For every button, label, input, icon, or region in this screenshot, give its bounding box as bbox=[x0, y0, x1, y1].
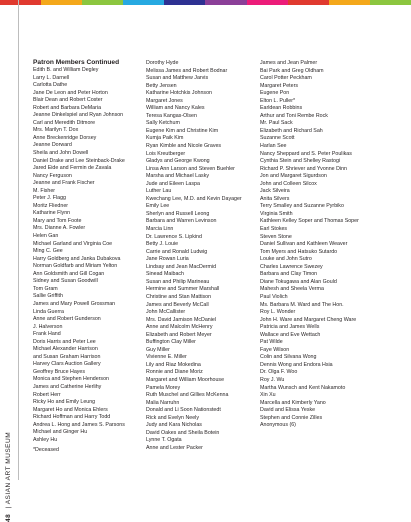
section-heading: Patron Members Continued bbox=[33, 58, 120, 66]
member-name: Kwechang Lee, M.D. and Kevin Dayager bbox=[146, 195, 242, 202]
member-name: Marsha and Michael Lasky bbox=[146, 173, 210, 180]
stripe-segment bbox=[0, 0, 41, 5]
member-name: Doris Harris and Peter Lee bbox=[33, 338, 96, 345]
member-name: Jeanne Dinkelspiel and Ryan Johnson bbox=[33, 112, 124, 119]
member-name: Linsa Ann Larson and Steven Buehler bbox=[146, 165, 235, 172]
member-name: Jane Rowan Luria bbox=[146, 256, 189, 263]
member-name: Patricia and James Wells bbox=[260, 324, 320, 331]
member-name: Peter J. Flagg bbox=[33, 195, 66, 202]
stripe-segment bbox=[329, 0, 370, 5]
member-name: Carlotta Dathe bbox=[33, 82, 68, 89]
member-name: Faye Wilson bbox=[260, 346, 290, 353]
member-name: Eugene Pon bbox=[260, 90, 290, 97]
member-name: Sherlyn and Russell Leong bbox=[146, 210, 210, 217]
member-name: Robert and Barbara DeMaria bbox=[33, 104, 102, 111]
member-name: Dr. Olga F. Woo bbox=[260, 369, 298, 376]
member-name: Helen Gan bbox=[33, 233, 59, 240]
members-column-2 bbox=[146, 60, 266, 452]
member-name: Michael and Ginger Hu bbox=[33, 429, 88, 436]
member-name: Ming C. Gee bbox=[33, 248, 63, 255]
member-name: Sally Ketchum bbox=[146, 120, 180, 127]
member-name: Earl Stokes bbox=[260, 226, 288, 233]
stripe-segment bbox=[288, 0, 329, 5]
member-name: Melissa James and Robert Bodnar bbox=[146, 67, 228, 74]
member-name: Mr. Paul Sack bbox=[260, 120, 293, 127]
member-name: Malia Narruhn bbox=[146, 399, 180, 406]
member-name: Katharine Flynn bbox=[33, 210, 71, 217]
member-name: Edith B. and William Degley bbox=[33, 67, 99, 73]
member-name: Guy Miller bbox=[146, 346, 170, 353]
members-column-3 bbox=[260, 60, 380, 430]
member-name: James and Mary Powell Grossman bbox=[33, 300, 116, 307]
member-name: Ms. Barbara M. Ward and The Hon. bbox=[260, 301, 344, 308]
member-name: Suzanne Scott bbox=[260, 135, 295, 142]
member-name: Sinead Maibach bbox=[146, 271, 184, 278]
member-list bbox=[146, 60, 266, 452]
member-name: Anne and Malcolm McHenry bbox=[146, 324, 213, 331]
member-name: Richard P. Shriever and Yvonne Dinn bbox=[260, 165, 347, 172]
top-color-stripe bbox=[0, 0, 411, 5]
member-name: Lily and Riaz Mokedina bbox=[146, 361, 201, 368]
member-name: Cynthia Stein and Shelley Rastogi bbox=[260, 158, 341, 165]
member-name: Terry Smalley and Suzanne Pyrbiko bbox=[260, 203, 344, 210]
member-name: Linda Guerra bbox=[33, 308, 64, 315]
member-name: Colin and Silvana Wong bbox=[260, 354, 317, 361]
member-name: Ronnie and Diane Moriz bbox=[146, 369, 203, 376]
stripe-segment bbox=[164, 0, 205, 5]
member-name: Emily Lee bbox=[146, 203, 170, 210]
member-name: Rick and Evelyn Neely bbox=[146, 414, 199, 421]
member-name: Ricky Ho and Emily Leung bbox=[33, 399, 96, 406]
member-name: Paul Violich bbox=[260, 293, 288, 300]
member-name: Mrs. David Jamison McDaniel bbox=[146, 316, 217, 323]
member-name: Arthur and Toni Rembe Rock bbox=[260, 112, 328, 119]
member-name: Moritz Fliedner bbox=[33, 202, 69, 209]
journal-name: ASIAN ART MUSEUM bbox=[5, 431, 12, 505]
member-name: Ruth Muschel and Gillies McKenna bbox=[146, 392, 229, 399]
member-name: Virginia Smith bbox=[260, 210, 293, 217]
member-name: Donald and Li Soon Nationstedt bbox=[146, 407, 221, 414]
member-name: Pat Wilde bbox=[260, 339, 283, 346]
member-name: Daniel Sullivan and Kathleen Weaver bbox=[260, 241, 348, 248]
member-name: Anne and Lester Packer bbox=[146, 444, 203, 451]
member-name: Kathleen Kelley Soper and Thomas Soper bbox=[260, 218, 359, 225]
member-name: Lois Kreutberger bbox=[146, 150, 186, 157]
member-name: Eugene Kim and Christine Kim bbox=[146, 127, 219, 134]
member-name: Betty J. Louie bbox=[146, 241, 179, 248]
member-name: Barbara and Warren Levinson bbox=[146, 218, 217, 225]
member-name: Margaret Jones bbox=[146, 97, 183, 104]
stripe-segment bbox=[370, 0, 411, 5]
member-name: Marcella and Kimberly Yano bbox=[260, 399, 326, 406]
member-name: John H. Ware and Margaret Cheng Ware bbox=[260, 316, 357, 323]
member-name: Vivienne E. Miller bbox=[146, 354, 187, 361]
member-name: Gladys and George Kwong bbox=[146, 158, 210, 165]
member-list bbox=[260, 60, 380, 430]
member-name: Dorothy Hyde bbox=[146, 60, 179, 66]
member-name: Monica and Stephen Henderson bbox=[33, 376, 109, 383]
member-name: Andrea L. Hong and James S. Parsons bbox=[33, 421, 125, 428]
member-name: Teresa Kangas-Olsen bbox=[146, 112, 197, 119]
member-name: Elizabeth and Richard Sah bbox=[260, 127, 323, 134]
page-spine-line bbox=[18, 0, 19, 480]
member-name: Louke and John Sutro bbox=[260, 256, 312, 263]
member-name: Pamela Morey bbox=[146, 384, 181, 391]
member-name: Anne Breckenridge Dorsey bbox=[33, 134, 97, 141]
page-divider: | bbox=[5, 506, 12, 509]
member-name: Hermine and Summer Marshall bbox=[146, 286, 220, 293]
member-name: Bai Park and Greg Oldham bbox=[260, 67, 324, 74]
member-name: James and Catherine Herlihy bbox=[33, 383, 102, 390]
stripe-segment bbox=[123, 0, 164, 5]
member-name: Tom Gram bbox=[33, 285, 58, 292]
member-name: Xin Xu bbox=[260, 392, 276, 399]
member-name: Sidney and Susan Goodwill bbox=[33, 278, 98, 285]
member-name: Steven Stone bbox=[260, 233, 292, 240]
member-name: Sallie Griffith bbox=[33, 293, 63, 300]
member-name: Robert Herr bbox=[33, 391, 61, 398]
member-name: Jeanne Dorward bbox=[33, 142, 72, 149]
member-name: Jude and Eileen Laspa bbox=[146, 180, 200, 187]
page-number: 48 bbox=[5, 513, 12, 522]
member-name: Wallace and Eve Wettach bbox=[260, 331, 321, 338]
member-name: Margaret Ho and Monica Ehlers bbox=[33, 406, 108, 413]
member-name: Ann Goldsmith and Gill Cogan bbox=[33, 270, 105, 277]
member-name: Harry Goldberg and Janka Dubakova bbox=[33, 255, 121, 262]
member-name: Jack Silveira bbox=[260, 188, 290, 195]
member-name: Anne and Robert Gunderson bbox=[33, 316, 101, 323]
member-name: and Susan Graham Harrison bbox=[33, 353, 101, 360]
member-name: M. Fisher bbox=[33, 187, 56, 194]
member-name: Lynne T. Ogata bbox=[146, 437, 182, 444]
member-name: Geoffrey Bruce Hayes bbox=[33, 368, 86, 375]
member-name: Earldean Robbins bbox=[260, 105, 303, 112]
member-name: Jon and Margaret Sigurdson bbox=[260, 173, 327, 180]
member-name: Michael Alexander Harrison bbox=[33, 346, 98, 353]
member-name: Susan and Matthew Jarvis bbox=[146, 75, 209, 82]
member-name: James and Jean Palmer bbox=[260, 60, 318, 66]
member-name: Barbara and Clay Timon bbox=[260, 271, 318, 278]
member-name: Lindsay and Jean MacDermid bbox=[146, 263, 217, 270]
member-name: John and Colleen Silcox bbox=[260, 180, 317, 187]
member-name: Daniel Drake and Lee Steinback-Drake bbox=[33, 157, 125, 164]
member-name: John McCallister bbox=[146, 309, 186, 316]
page-footer-vertical bbox=[5, 432, 12, 522]
member-name: Harvey Clars Auction Gallery bbox=[33, 361, 101, 368]
member-name: Jeanne and Frank Fischer bbox=[33, 180, 95, 187]
member-name: Luther Lau bbox=[146, 188, 172, 195]
member-name: Harlan See bbox=[260, 143, 287, 150]
member-name: Tom Myers and Hatsuko Sutardo bbox=[260, 248, 338, 255]
member-name: Margaret and William Moorhouse bbox=[146, 376, 225, 383]
member-name: Buffington Clay Miller bbox=[146, 339, 196, 346]
member-name: Sheila and John Dowell bbox=[33, 150, 89, 157]
member-name: Mrs. Marilyn T. Dox bbox=[33, 127, 79, 134]
member-name: Dennis Wong and Endora Hsia bbox=[260, 361, 333, 368]
member-name: Ashley Hu bbox=[33, 436, 58, 443]
member-name: Larry L. Darnell bbox=[33, 74, 70, 81]
member-name: Michael Garland and Virginia Coe bbox=[33, 240, 113, 247]
member-name: Diane Tokugawa and Alan Gould bbox=[260, 278, 337, 285]
member-name: Dr. Lawrence S. Lipkind bbox=[146, 233, 202, 240]
member-name: Martha Wunsch and Kent Nakamoto bbox=[260, 384, 346, 391]
member-name: Norman Goldfarb and Miriam Yelton bbox=[33, 263, 118, 270]
member-name: James and Beverly McCall bbox=[146, 301, 209, 308]
member-name: Katharine Hotchkis Johnson bbox=[146, 90, 212, 97]
stripe-segment bbox=[205, 0, 246, 5]
member-name: Mrs. Dianne A. Fowler bbox=[33, 225, 86, 232]
member-name: Betty Jensen bbox=[146, 82, 177, 89]
member-name: Elton L. Puller* bbox=[260, 97, 296, 104]
member-name: Nancy Sheppard and S. Peter Poulikas bbox=[260, 150, 352, 157]
member-name: Mary and Tom Foote bbox=[33, 217, 82, 224]
member-name: Stephen and Connie Zilles bbox=[260, 414, 323, 421]
member-name: Elizabeth and Robert Meyer bbox=[146, 331, 212, 338]
member-name: Richard Hoffman and Harry Todd bbox=[33, 414, 111, 421]
member-name: Carl and Meredith Ditmore bbox=[33, 119, 96, 126]
member-name: Susan and Philip Marineau bbox=[146, 278, 210, 285]
member-name: Marcia Linn bbox=[146, 226, 174, 233]
member-name: Margaret Peters bbox=[260, 82, 298, 89]
member-name: Frank Hand bbox=[33, 331, 61, 338]
member-name: Roy J. Wu bbox=[260, 376, 285, 383]
member-name: Ryan Kimble and Nicole Graves bbox=[146, 143, 222, 150]
member-name: David Oakes and Sheila Botein bbox=[146, 429, 220, 436]
member-name: Anita Silvers bbox=[260, 195, 290, 202]
member-name: Charles Lawrence Swezey bbox=[260, 263, 323, 270]
member-name: Roy L. Wonder bbox=[260, 309, 296, 316]
member-name: Christine and Stan Mattison bbox=[146, 293, 212, 300]
footnote: *Deceased bbox=[33, 447, 59, 453]
member-name: J. Halverson bbox=[33, 323, 63, 330]
member-name: Nancy Ferguson bbox=[33, 172, 72, 179]
member-name: Judy and Kara Nicholas bbox=[146, 422, 202, 429]
member-name: David and Elissa Yeske bbox=[260, 407, 316, 414]
member-name: Carol Potter Peckham bbox=[260, 75, 312, 82]
member-list bbox=[33, 67, 153, 444]
stripe-segment bbox=[82, 0, 123, 5]
member-name: Mahesh and Sheela Verma bbox=[260, 286, 324, 293]
stripe-segment bbox=[41, 0, 82, 5]
member-name: Blair Dean and Robert Coster bbox=[33, 97, 103, 104]
members-column-1 bbox=[33, 59, 153, 445]
member-name: Kumja Paik Kim bbox=[146, 135, 184, 142]
stripe-segment bbox=[247, 0, 288, 5]
member-name: William and Nancy Kales bbox=[146, 105, 205, 112]
member-name: Anonymous (6) bbox=[260, 422, 296, 429]
member-name: Jane De Leon and Peter Horton bbox=[33, 89, 108, 96]
member-name: Jared Eide and Fermin de Zavala bbox=[33, 165, 112, 172]
member-name: Carrie and Ronald Ludwig bbox=[146, 248, 208, 255]
